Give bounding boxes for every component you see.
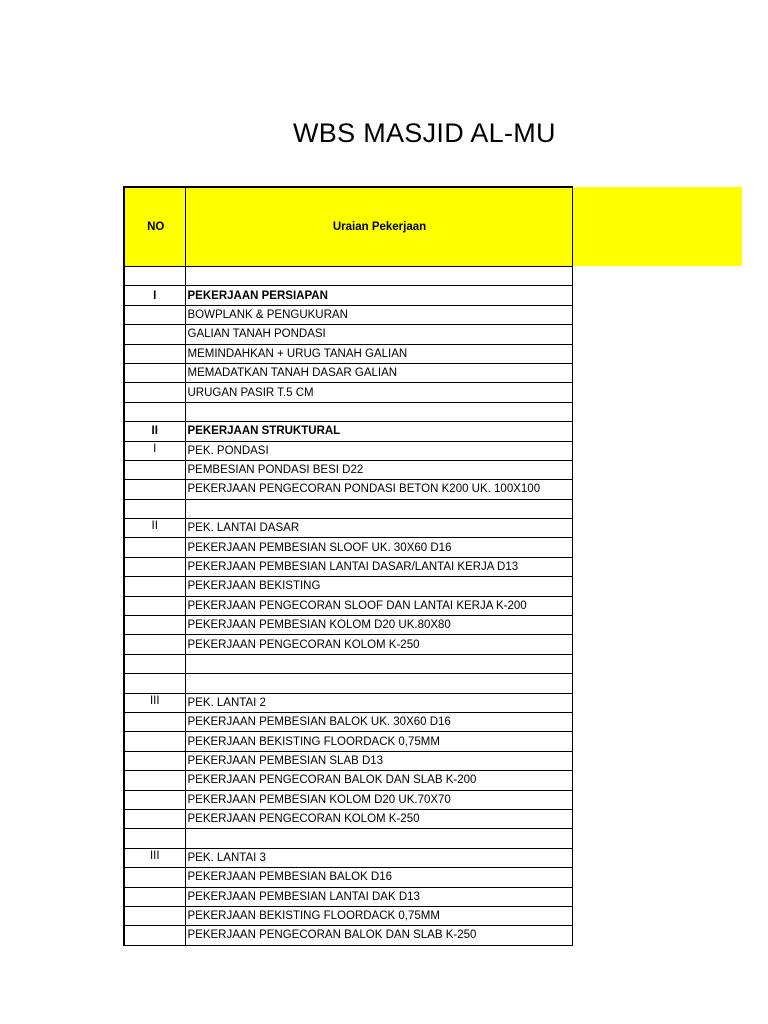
table-row [124,557,572,576]
wbs-table [123,186,573,946]
cell-no[interactable] [124,616,185,635]
table-row [124,790,572,809]
cell-no[interactable] [124,926,185,945]
cell-uraian[interactable]: PEKERJAAN PENGECORAN KOLOM K-250 [185,809,572,828]
cell-no[interactable] [124,305,185,324]
cell-uraian[interactable]: URUGAN PASIR T.5 CM [185,383,572,402]
cell-uraian[interactable]: PEKERJAAN PEMBESIAN KOLOM D20 UK.80X80 [185,616,572,635]
cell-uraian[interactable]: PEKERJAAN PENGECORAN PONDASI BETON K200 UK. 100X100 [185,480,572,499]
cell-uraian[interactable]: GALIAN TANAH PONDASI [185,325,572,344]
table-header-row [124,187,572,267]
cell-no[interactable] [124,809,185,828]
cell-no[interactable] [124,383,185,402]
cell-uraian[interactable]: PEKERJAAN BEKISTING FLOORDACK 0,75MM [185,906,572,925]
header-uraian-pekerjaan[interactable]: Uraian Pekerjaan [185,187,572,267]
cell-no[interactable] [124,654,185,673]
table-row [124,325,572,344]
cell-uraian[interactable] [185,654,572,673]
table-row [124,868,572,887]
table-row [124,809,572,828]
table-row [124,363,572,382]
cell-no[interactable] [124,344,185,363]
blank-row [124,499,572,518]
cell-uraian[interactable]: PEKERJAAN PENGECORAN BALOK DAN SLAB K-250 [185,926,572,945]
cell-no[interactable] [124,325,185,344]
cell-uraian[interactable] [185,499,572,518]
subsection-row [124,519,572,538]
cell-no[interactable] [124,267,185,286]
blank-row [124,674,572,693]
cell-no[interactable] [124,538,185,557]
cell-uraian[interactable]: PEMBESIAN PONDASI BESI D22 [185,460,572,479]
cell-uraian[interactable]: MEMINDAHKAN + URUG TANAH GALIAN [185,344,572,363]
cell-no[interactable]: III [124,693,185,712]
table-row [124,635,572,654]
blank-row [124,654,572,673]
document-title: WBS MASJID AL-MU [293,118,556,148]
table-row [124,480,572,499]
cell-no[interactable]: I [124,286,185,305]
cell-uraian[interactable]: PEKERJAAN PEMBESIAN BALOK D16 [185,868,572,887]
cell-no[interactable]: II [124,519,185,538]
table-row [124,577,572,596]
table-row [124,751,572,770]
table-row [124,887,572,906]
table-row [124,596,572,615]
table-row [124,712,572,731]
cell-no[interactable] [124,635,185,654]
table-row [124,771,572,790]
table-row [124,305,572,324]
cell-uraian[interactable]: PEK. LANTAI DASAR [185,519,572,538]
cell-no[interactable]: III [124,848,185,867]
blank-row [124,829,572,848]
cell-no[interactable]: II [124,422,185,441]
cell-uraian[interactable]: BOWPLANK & PENGUKURAN [185,305,572,324]
cell-no[interactable] [124,596,185,615]
cell-uraian[interactable]: MEMADATKAN TANAH DASAR GALIAN [185,363,572,382]
cell-no[interactable] [124,557,185,576]
blank-row [124,267,572,286]
cell-uraian[interactable]: PEKERJAAN PEMBESIAN LANTAI DASAR/LANTAI KERJA D13 [185,557,572,576]
table-row [124,460,572,479]
cell-uraian[interactable]: PEKERJAAN PEMBESIAN LANTAI DAK D13 [185,887,572,906]
cell-uraian[interactable]: PEKERJAAN PENGECORAN KOLOM K-250 [185,635,572,654]
header-fill-overflow [571,187,742,266]
cell-uraian[interactable]: PEKERJAAN PERSIAPAN [185,286,572,305]
cell-no[interactable]: I [124,441,185,460]
cell-no[interactable] [124,771,185,790]
cell-uraian[interactable]: PEK. LANTAI 2 [185,693,572,712]
table-row [124,906,572,925]
cell-no[interactable] [124,829,185,848]
section-row [124,422,572,441]
cell-uraian[interactable]: PEKERJAAN BEKISTING FLOORDACK 0,75MM [185,732,572,751]
cell-uraian[interactable]: PEK. PONDASI [185,441,572,460]
cell-no[interactable] [124,868,185,887]
cell-no[interactable] [124,790,185,809]
cell-no[interactable] [124,577,185,596]
table-row [124,616,572,635]
cell-no[interactable] [124,732,185,751]
cell-uraian[interactable]: PEKERJAAN PENGECORAN SLOOF DAN LANTAI KERJA K-200 [185,596,572,615]
header-no[interactable]: NO [124,187,185,267]
table-row [124,383,572,402]
cell-uraian[interactable]: PEKERJAAN PEMBESIAN SLOOF UK. 30X60 D16 [185,538,572,557]
cell-uraian[interactable]: PEKERJAAN PEMBESIAN SLAB D13 [185,751,572,770]
table-row [124,344,572,363]
cell-no[interactable] [124,480,185,499]
table-row [124,538,572,557]
cell-no[interactable] [124,712,185,731]
subsection-row [124,441,572,460]
cell-uraian[interactable]: PEKERJAAN PEMBESIAN BALOK UK. 30X60 D16 [185,712,572,731]
cell-uraian[interactable]: PEKERJAAN PENGECORAN BALOK DAN SLAB K-200 [185,771,572,790]
cell-no[interactable] [124,402,185,421]
cell-no[interactable] [124,674,185,693]
cell-no[interactable] [124,906,185,925]
cell-uraian[interactable] [185,674,572,693]
blank-row [124,402,572,421]
cell-uraian[interactable]: PEK. LANTAI 3 [185,848,572,867]
cell-uraian[interactable]: PEKERJAAN PEMBESIAN KOLOM D20 UK.70X70 [185,790,572,809]
subsection-row [124,693,572,712]
subsection-row [124,848,572,867]
cell-uraian[interactable] [185,267,572,286]
cell-uraian[interactable] [185,829,572,848]
title-clip [0,118,571,158]
cell-no[interactable] [124,751,185,770]
cell-uraian[interactable] [185,402,572,421]
section-row [124,286,572,305]
cell-no[interactable] [124,460,185,479]
cell-no[interactable] [124,363,185,382]
cell-uraian[interactable]: PEKERJAAN STRUKTURAL [185,422,572,441]
cell-uraian[interactable]: PEKERJAAN BEKISTING [185,577,572,596]
wbs-table-body [124,187,572,945]
cell-no[interactable] [124,887,185,906]
table-row [124,926,572,945]
table-row [124,732,572,751]
cell-no[interactable] [124,499,185,518]
